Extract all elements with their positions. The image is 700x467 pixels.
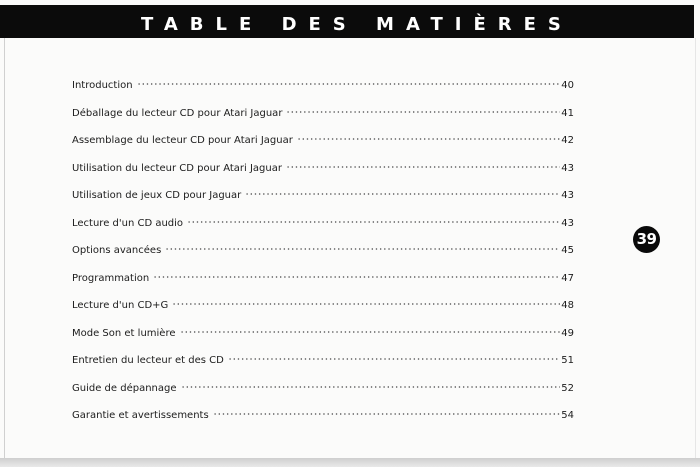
toc-entry-page: 48 [561, 300, 574, 311]
toc-entry-label: Entretien du lecteur et des CD [72, 355, 224, 366]
toc-entry-label: Lecture d'un CD+G [72, 300, 169, 311]
dot-leader [165, 243, 560, 255]
page-title: TABLE DES MATIÈRES [141, 14, 573, 35]
toc-entry-page: 41 [561, 107, 574, 119]
toc-entry-cd-audio [72, 214, 574, 242]
dot-leader [180, 326, 561, 338]
dot-leader [286, 161, 560, 173]
dot-leader [213, 408, 561, 420]
toc-entry-page: 43 [561, 217, 574, 229]
toc-entry-page: 49 [561, 327, 574, 339]
toc-entry-page: 52 [561, 382, 574, 394]
toc-entry-page: 42 [561, 135, 574, 146]
toc-entry-label: Utilisation du lecteur CD pour Atari Jaguar [72, 162, 282, 174]
toc-entry-utilisation-lecteur [72, 159, 574, 187]
toc-entry-son-lumiere [72, 324, 574, 352]
toc-entry-label: Utilisation de jeux CD pour Jaguar [72, 190, 242, 201]
toc-entry-options-avancees [72, 241, 574, 269]
toc-entry-depannage [72, 379, 574, 407]
scan-edge-shadow [0, 458, 700, 467]
toc-entry-page: 54 [561, 410, 574, 421]
toc-entry-page: 43 [561, 162, 574, 174]
toc-entry-page: 51 [561, 355, 574, 366]
dot-leader [245, 188, 560, 200]
toc-entry-cd-g [72, 296, 574, 324]
toc-entry-label: Garantie et avertissements [72, 410, 209, 421]
toc-entry-label: Déballage du lecteur CD pour Atari Jaguar [72, 107, 283, 119]
toc-entry-label: Options avancées [72, 245, 162, 256]
toc-entry-label: Mode Son et lumière [72, 327, 176, 339]
toc-entry-assemblage [72, 131, 574, 159]
dot-leader [228, 353, 560, 365]
toc-entry-label: Assemblage du lecteur CD pour Atari Jaguar [72, 135, 293, 146]
toc-entry-deballage [72, 104, 574, 132]
toc-entry-page: 47 [561, 272, 574, 284]
dot-leader [137, 78, 561, 90]
dot-leader [286, 106, 560, 118]
toc-entry-entretien [72, 351, 574, 379]
table-of-contents [72, 76, 574, 434]
dot-leader [153, 271, 560, 283]
toc-entry-label: Guide de dépannage [72, 382, 177, 394]
toc-entry-programmation [72, 269, 574, 297]
toc-entry-introduction [72, 76, 574, 104]
toc-entry-label: Introduction [72, 80, 133, 91]
dot-leader [181, 381, 561, 393]
toc-entry-page: 45 [561, 245, 574, 256]
toc-entry-label: Programmation [72, 272, 150, 284]
toc-entry-label: Lecture d'un CD audio [72, 217, 184, 229]
toc-entry-page: 43 [561, 190, 574, 201]
dot-leader [172, 298, 560, 310]
dot-leader [297, 133, 560, 145]
page-number-badge: 39 [633, 226, 660, 253]
toc-entry-page: 40 [561, 80, 574, 91]
header-bar [0, 5, 694, 38]
dot-leader [187, 216, 560, 228]
toc-entry-garantie [72, 406, 574, 434]
toc-entry-utilisation-jeux [72, 186, 574, 214]
